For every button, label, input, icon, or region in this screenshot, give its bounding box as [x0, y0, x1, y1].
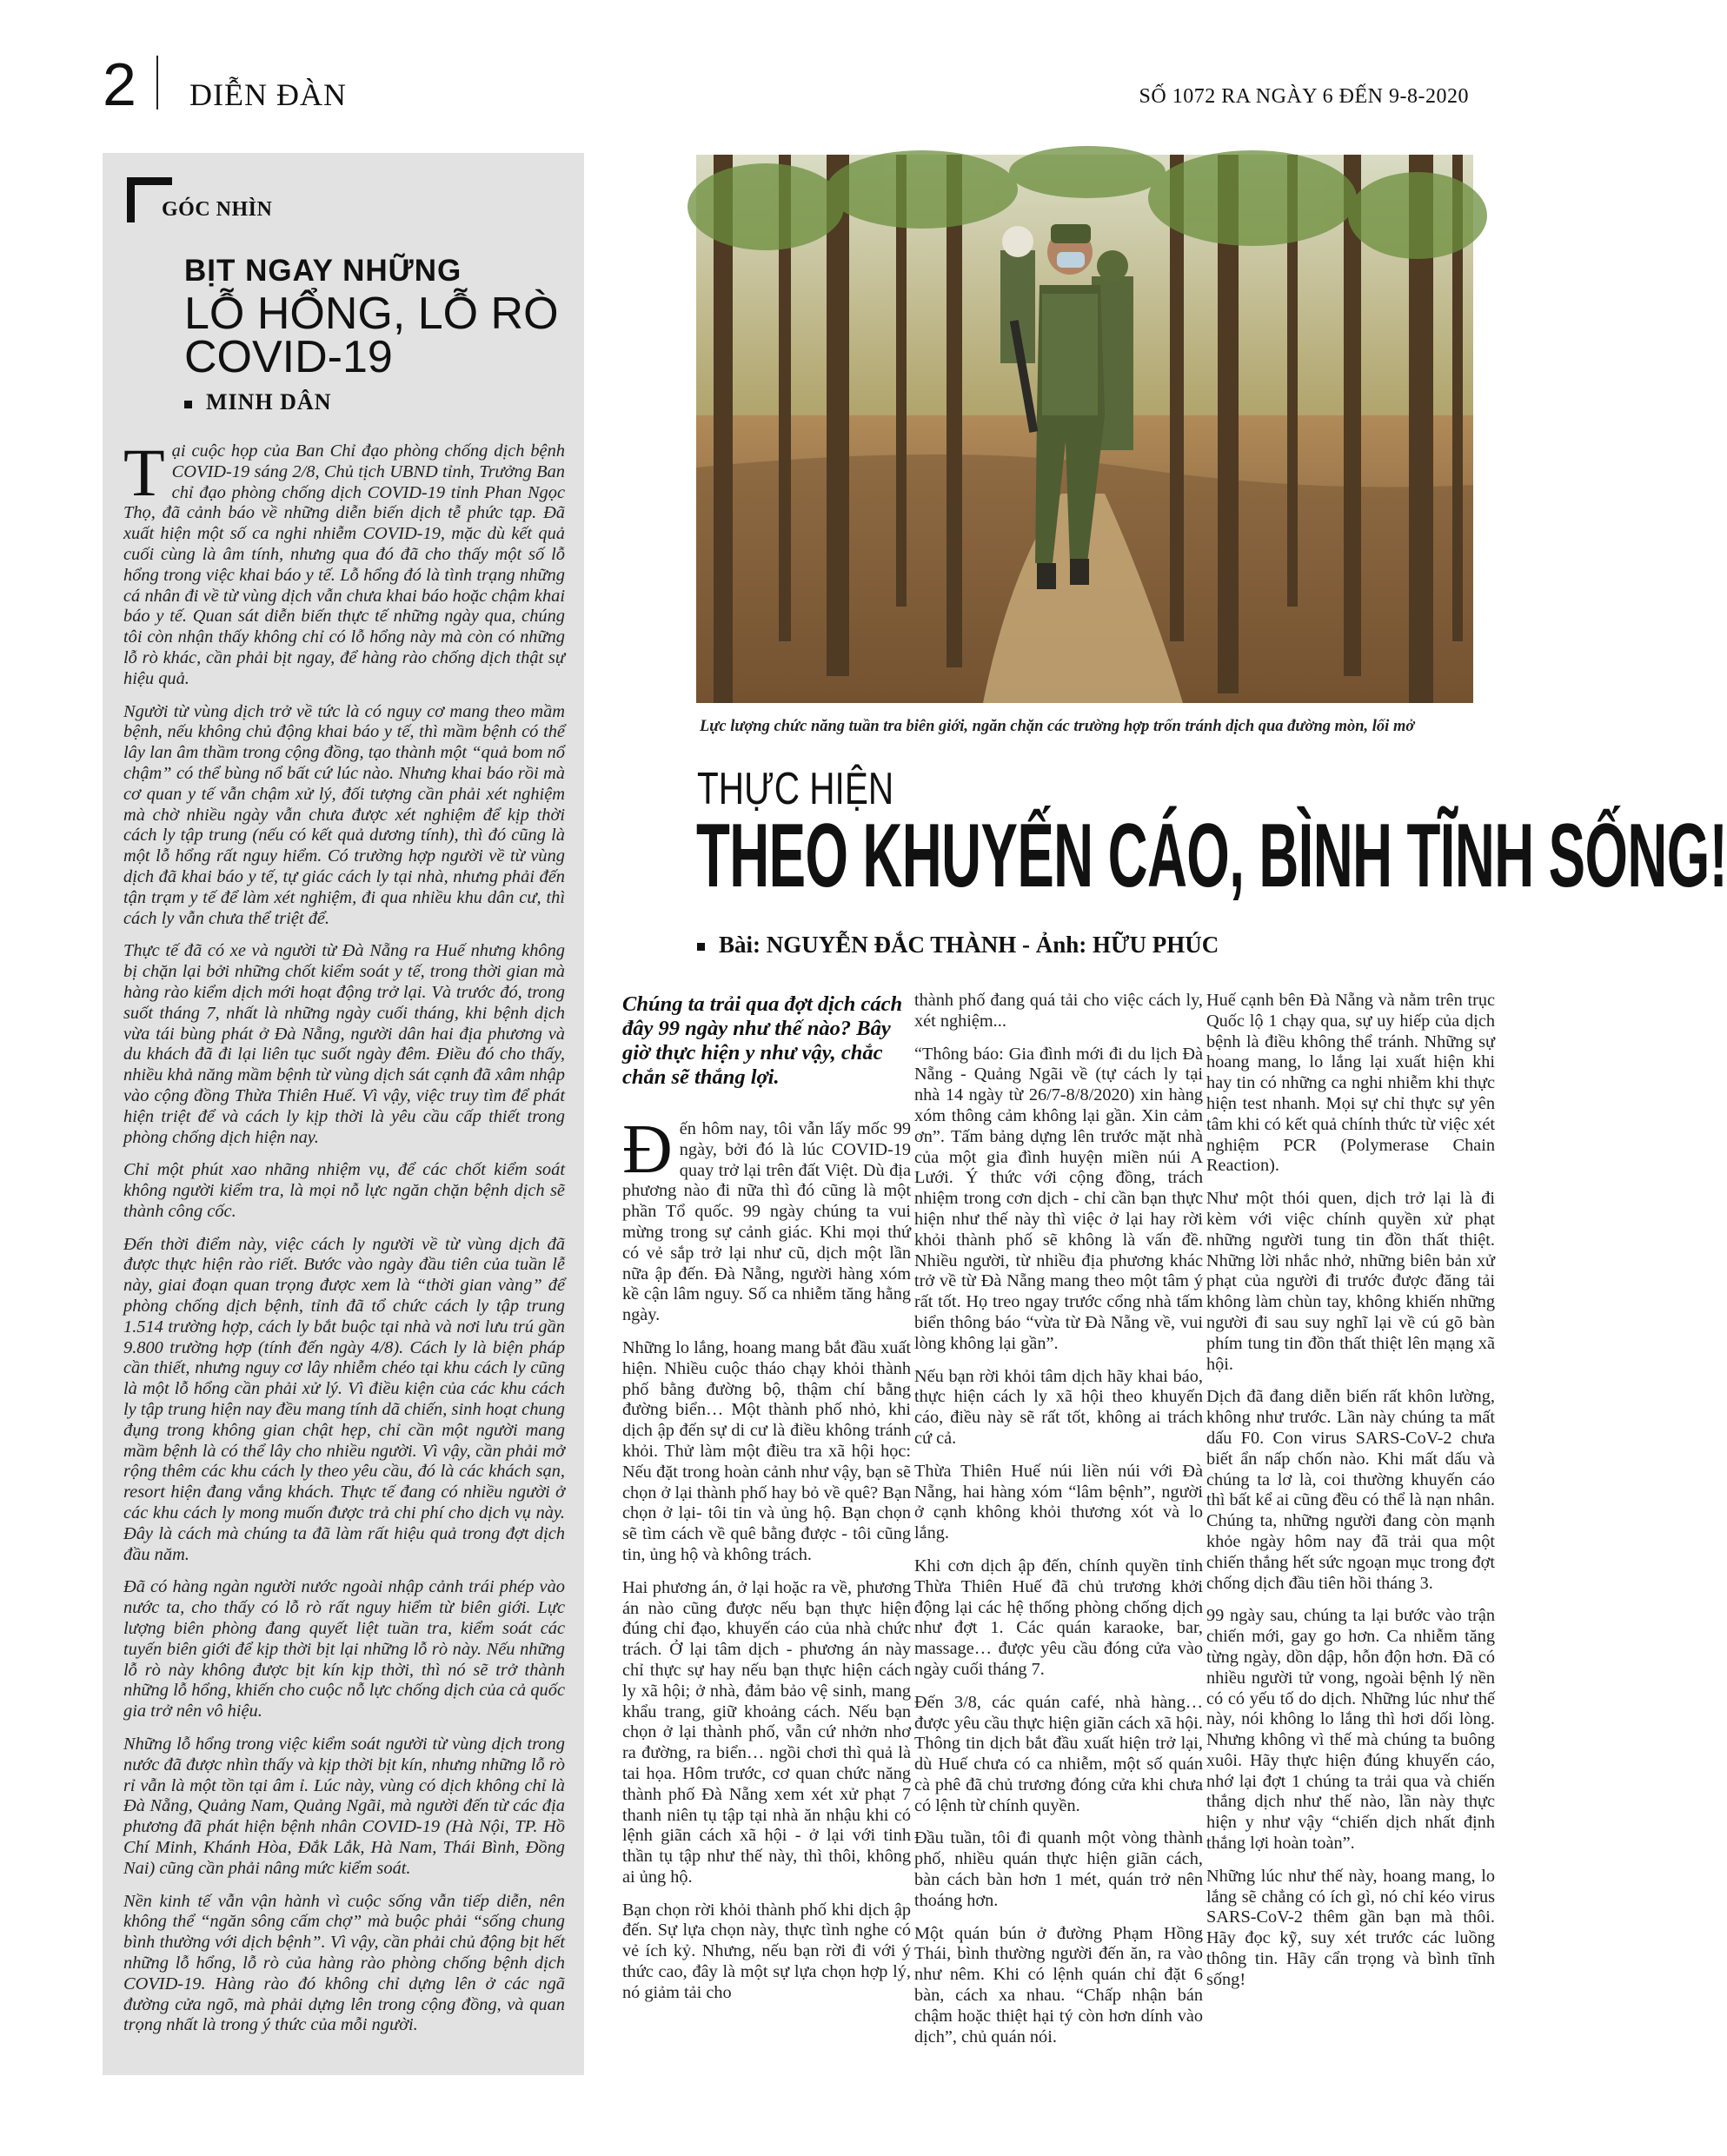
article-title: THEO KHUYẾN CÁO, BÌNH TĨNH SỐNG! — [696, 806, 1727, 906]
article-column-3 — [1206, 991, 1495, 2003]
photo-caption: Lực lượng chức năng tuần tra biên giới, ngăn chặn các trường hợp trốn tránh dịch qua đường mòn, lối mở — [700, 718, 1415, 735]
article-paragraph: Những lo lắng, hoang mang bắt đầu xuất hiện. Nhiều cuộc tháo chạy khỏi thành phố bằng đường bộ, thậm chí bằng đường biển… Một thành phố nhỏ, khi dịch ập đến sự di cư là điều không tránh khỏi. Thử làm một điều tra xã hội học: Nếu đặt trong hoàn cảnh như vậy, bạn sẽ chọn ở lại thành phố hay bỏ về quê? Bạn chọn ở lại- tôi tin và ủng hộ. Bạn chọn sẽ tìm cách về quê bằng được - tôi cũng tin, ủng hộ và không trách. — [622, 1337, 911, 1564]
section-name: DIỄN ĐÀN — [189, 77, 347, 112]
article-dropcap: Đ — [622, 1111, 673, 1188]
sidebar-author — [184, 389, 332, 415]
sidebar-paragraph: Tại cuộc họp của Ban Chỉ đạo phòng chống dịch bệnh COVID-19 sáng 2/8, Chủ tịch UBND tỉnh, Trưởng Ban chỉ đạo phòng chống dịch COVID-19 tỉnh Phan Ngọc Thọ, đã cảnh báo về những diễn biến dịch tễ phức tạp. Đã xuất hiện một số ca nghi nhiễm COVID-19, mặc dù kết quả cuối cùng là âm tính, nhưng qua đó đã cho thấy một số lỗ hổng trong việc khai báo y tế. Lỗ hổng đó là tình trạng những cá nhân đi về từ vùng dịch vẫn chưa khai báo hoặc chậm khai báo y tế. Quan sát diễn biến thực tế những ngày qua, chúng tôi còn nhận thấy không chỉ có lỗ hổng này mà còn có những lỗ rò khác, cần phải bịt ngay, để hàng rào chống dịch thật sự hiệu quả. — [123, 435, 565, 688]
bullet-icon — [697, 943, 705, 951]
article-byline — [697, 932, 1219, 959]
sidebar-paragraph: Nền kinh tế vẫn vận hành vì cuộc sống vẫn tiếp diễn, nên không thể “ngăn sông cấm chợ” mà buộc phải “sống chung bình thường với dịch bệnh”. Vì vậy, cần phải chủ động bịt hết những lỗ hổng, lỗ rò của hàng rào phòng chống bệnh dịch COVID-19. Hàng rào đó không chỉ dựng lên ở các ngã đường cửa ngõ, mà phải dựng lên trong cộng đồng, và quan trọng nhất là trong ý thức của mỗi người. — [123, 1891, 565, 2035]
border-patrol-photo — [696, 155, 1473, 703]
article-paragraph: Bạn chọn rời khỏi thành phố khi dịch ập đến. Sự lựa chọn này, thực tình nghe có vẻ ích kỷ. Nhưng, nếu bạn rời đi với ý thức cao, đây là một sự lựa chọn hợp lý, nó giảm tải cho — [622, 1900, 911, 2002]
sidebar-headline-main: LỖ HỔNG, LỖ RÒ COVID-19 — [184, 289, 559, 382]
article-paragraph: Thừa Thiên Huế núi liền núi với Đà Nẵng, hai hàng xóm “lâm bệnh”, người ở cạnh không khỏi thương xót và lo lắng. — [914, 1461, 1203, 1543]
article-paragraph: Hai phương án, ở lại hoặc ra về, phương án nào cũng được nếu bạn thực hiện đúng chỉ đạo, khuyến cáo của nhà chức trách. Ở lại tâm dịch - phương án này chỉ thực sự hay nếu bạn thực hiện cách ly xã hội; ở nhà, đảm bảo vệ sinh, mang khẩu trang, giữ khoảng cách. Nếu bạn chọn ở lại thành phố, vẫn cứ nhởn nhơ ra đường, ra biển… ngồi chơi thì quả là tai họa. Hôm trước, cơ quan chức năng thành phố Đà Nẵng xem xét xử phạt 7 thanh niên tụ tập tại nhà ăn nhậu khi có lệnh giãn cách xã hội - ở lại với tinh thần tụ tập như thế này, thì thôi, không ai ủng hộ. — [622, 1577, 911, 1887]
bullet-icon — [184, 401, 192, 408]
article-paragraph: Đầu tuần, tôi đi quanh một vòng thành phố, nhiều quán thực hiện giãn cách, bàn cách bàn hơn 1 mét, quán trở nên thoáng hơn. — [914, 1828, 1203, 1910]
sidebar-label: GÓC NHÌN — [162, 198, 273, 221]
article-byline-text: Bài: NGUYỄN ĐẮC THÀNH - Ảnh: HỮU PHÚC — [719, 932, 1219, 958]
sidebar-paragraph: Thực tế đã có xe và người từ Đà Nẵng ra Huế nhưng không bị chặn lại bởi những chốt kiểm soát y tế, trong thời gian mà hàng rào kiểm dịch mới hoạt động trở lại. Và trước đó, trong suốt tháng 7, nhất là những ngày cuối tháng, khi bệnh dịch vừa tái bùng phát ở Đà Nẵng, người dân hai địa phương và du khách đã đi lại liên tục suốt ngày đêm. Điều đó cho thấy, nhiều khả năng mầm bệnh từ vùng dịch sát cạnh đã xâm nhập vào cộng đồng Thừa Thiên Huế. Vì vậy, việc truy tìm để phát hiện triệt để và cách ly kịp thời là yêu cầu cấp thiết trong phòng chống dịch hiện nay. — [123, 941, 565, 1147]
sidebar-author-name: MINH DÂN — [206, 389, 332, 415]
article-paragraph: 99 ngày sau, chúng ta lại bước vào trận chiến mới, gay go hơn. Ca nhiễm tăng từng ngày, dồn dập, hỗn độn hơn. Đã có nhiều người tử vong, ngoài bệnh lý nền có có yếu tố do dịch. Những lúc như thế này, nói không lo lắng thì hơi dối lòng. Nhưng không vì thế mà chúng ta buông xuôi. Hãy thực hiện đúng khuyến cáo, nhớ lại đợt 1 chúng ta trải qua và chiến thắng dịch như thế nào, lần này thực hiện y như vậy “chiến dịch nhất định thắng lợi hoàn toàn”. — [1206, 1606, 1495, 1854]
article-paragraph: thành phố đang quá tải cho việc cách ly, xét nghiệm... — [914, 991, 1203, 1031]
sidebar-paragraph: Đã có hàng ngàn người nước ngoài nhập cảnh trái phép vào nước ta, cho thấy có lỗ rò rất nguy hiểm từ biên giới. Lực lượng biên phòng đang quyết liệt tuần tra, kiểm soát các tuyến biên giới để kịp thời bịt lại những lỗ rò này. Nếu những lỗ rò này không được bịt kín kịp thời, thì nó sẽ trở thành những lỗ hổng, khiến cho cuộc nỗ lực chống dịch của cả quốc gia trở nên vô hiệu. — [123, 1577, 565, 1721]
article-paragraph: Dịch đã đang diễn biến rất khôn lường, không như trước. Lần này chúng ta mất dấu F0. Con virus SARS-CoV-2 chưa biết ẩn nấp chốn nào. Khi mất dấu và chúng ta lơ là, coi thường khuyến cáo thì bất kể ai cũng đều có thể là nạn nhân. Chúng ta, những người đang còn mạnh khỏe ngày hôm nay đã trải qua một chiến thắng hết sức ngoạn mục trong đợt chống dịch đầu tiên hồi tháng 3. — [1206, 1387, 1495, 1593]
article-column-1 — [622, 992, 911, 2016]
article-paragraph: Đến 3/8, các quán café, nhà hàng… được yêu cầu thực hiện giãn cách xã hội. Thông tin dịch bắt đầu xuất hiện trở lại, dù Huế chưa có ca nhiễm, một số quán cà phê đã chủ trương đóng cửa khi chưa có lệnh từ chính quyền. — [914, 1692, 1203, 1815]
article-paragraph: “Thông báo: Gia đình mới đi du lịch Đà Nẵng - Quảng Ngãi về (tự cách ly tại nhà 14 ngày từ 26/7-8/8/2020) xin hàng xóm thông cảm không lại gần. Xin cảm ơn”. Tấm bảng dựng lên trước mặt nhà của một gia đình huyện miền núi A Lưới. Ý thức với cộng đồng, trách nhiệm trong cơn dịch - chỉ cần bạn thực hiện như thế này thì việc ở lại hay rời khỏi thành phố sẽ không là vấn đề. Nhiều người, từ nhiều địa phương khác trở về từ Đà Nẵng mang theo một tâm ý rất tốt. Họ treo ngay trước cổng nhà tấm biển thông báo “vừa từ Đà Nẵng về, vui lòng không lại gần”. — [914, 1044, 1203, 1353]
article-paragraph: Huế cạnh bên Đà Nẵng và nằm trên trục Quốc lộ 1 chạy qua, sự uy hiếp của dịch bệnh là điều không thể tránh. Những sự hoang mang, lo lắng lại xuất hiện khi hay tin có những ca nghi nhiễm khi thực hiện test nhanh. Mọi sự chỉ thực sự yên tâm khi có kết quả chính thức từ việc xét nghiệm PCR (Polymerase Chain Reaction). — [1206, 991, 1495, 1176]
page-number: 2 — [103, 50, 136, 118]
article-paragraph: Nếu bạn rời khỏi tâm dịch hãy khai báo, thực hiện cách ly xã hội theo khuyến cáo, điều này sẽ rất tốt, không ai trách cứ cả. — [914, 1366, 1203, 1448]
article-paragraph: Một quán bún ở đường Phạm Hồng Thái, bình thường người đến ăn, ra vào như nêm. Khi có lệnh quán chỉ đặt 6 bàn, cách xa nhau. “Chấp nhận bán chậm hoặc thiệt hại tý còn hơn dính vào dịch”, chủ quán nói. — [914, 1923, 1203, 2047]
article-kicker: THỰC HIỆN — [697, 764, 894, 814]
header-divider — [156, 56, 158, 109]
article-column-2 — [914, 991, 1203, 2060]
article-paragraph: Khi cơn dịch ập đến, chính quyền tỉnh Thừa Thiên Huế đã chủ trương khởi động lại các hệ thống phòng chống dịch như đợt 1. Các quán karaoke, bar, massage… được yêu cầu đóng cửa vào ngày cuối tháng 7. — [914, 1556, 1203, 1679]
article-lead: Chúng ta trải qua đợt dịch cách đây 99 ngày như thế nào? Bây giờ thực hiện y như vậy, chắc chắn sẽ thắng lợi. — [622, 992, 903, 1089]
issue-info: SỐ 1072 RA NGÀY 6 ĐẾN 9-8-2020 — [1139, 85, 1469, 108]
sidebar-body — [123, 435, 565, 2048]
sidebar-headline-top: BỊT NGAY NHỮNG — [184, 254, 462, 288]
article-paragraph: Đến hôm nay, tôi vẫn lấy mốc 99 ngày, bởi đó là lúc COVID-19 quay trở lại trên đất Việt. Dù địa phương nào đi nữa thì đó cũng là một phần Tổ quốc. 99 ngày chúng ta vui mừng trong sự cảnh giác. Khi mọi thứ có vẻ sắp trở lại như cũ, dịch một lần nữa ập đến. Đà Nẵng, người hàng xóm kề cận lâm nguy. Số ca nhiễm tăng hằng ngày. — [622, 1111, 911, 1325]
sidebar-dropcap: T — [123, 435, 165, 510]
article-paragraph: Những lúc như thế này, hoang mang, lo lắng sẽ chẳng có ích gì, nó chỉ kéo virus SARS-CoV-2 thêm gần bạn mà thôi. Hãy đọc kỹ, suy xét trước các luồng thông tin. Hãy cẩn trọng và bình tĩnh sống! — [1206, 1866, 1495, 1989]
sidebar-paragraph: Chỉ một phút xao nhãng nhiệm vụ, để các chốt kiểm soát không người kiểm tra, là mọi nỗ lực ngăn chặn bệnh dịch sẽ thành công cốc. — [123, 1160, 565, 1221]
sidebar-paragraph: Người từ vùng dịch trở về tức là có nguy cơ mang theo mầm bệnh, nếu không chủ động khai báo y tế, thì mầm bệnh có thể lây lan âm thầm trong cộng đồng, tạo thành một “quả bom nổ chậm” có thể bùng nổ bất cứ lúc nào. Nhưng khai báo rồi mà cơ quan y tế vẫn chậm xử lý, đối tượng cần phải xét nghiệm mà chờ nhiều ngày vẫn chưa được xét nghiệm để kịp thời cách ly tập trung (nếu có kết quả dương tính), thì đó cũng là một lỗ hổng rất nguy hiểm. Có trường hợp người về từ vùng dịch đã khai báo y tế, tự giác cách ly tại nhà, nhưng phải đến tận trạm y tế để làm xét nghiệm, đi qua nhiều khu dân cư, thì cách ly vẫn chưa thể triệt để. — [123, 701, 565, 928]
sidebar-paragraph: Những lỗ hổng trong việc kiểm soát người từ vùng dịch trong nước đã được nhìn thấy và kịp thời bịt kín, nhưng những lỗ rò rỉ vẫn là một tồn tại âm ỉ. Lúc này, vùng có dịch không chỉ là Đà Nẵng, Quảng Nam, Quảng Ngãi, mà người đến từ các địa phương đã phát hiện bệnh nhân COVID-19 (Hà Nội, TP. Hồ Chí Minh, Khánh Hòa, Đắk Lắk, Hà Nam, Thái Bình, Đồng Nai) cũng cần phải nâng mức kiểm soát. — [123, 1735, 565, 1878]
sidebar-paragraph: Đến thời điểm này, việc cách ly người về từ vùng dịch đã được thực hiện rào riết. Bước vào ngày đầu tiên của tuần lễ này, giai đoạn quan trọng được xem là “thời gian vàng” để phòng chống dịch bệnh, tỉnh đã tổ chức cách ly tập trung 1.514 trường hợp, cách ly bắt buộc tại nhà và nơi lưu trú gần 9.800 trường hợp (tính đến ngày 4/8). Cách ly là biện pháp cần thiết, nhưng nguy cơ lây nhiễm chéo tại khu cách ly cũng là một lỗ hổng cần phải xử lý. Vì điều kiện của các khu cách ly tập trung hiện nay đều mang tính dã chiến, sinh hoạt chung đụng trong không gian chật hẹp, chỉ cần một người mang mầm bệnh là có thể lây cho nhiều người. Vì vậy, cần phải mở rộng thêm các khu cách ly theo yêu cầu, đó là các khách sạn, resort hiện đang vắng khách. Thực tế đang có nhiều người ở các khu cách ly mong muốn được trả chi phí cho dịch vụ này. Đây là cách mà chúng ta đã làm rất hiệu quả trong đợt dịch đầu năm. — [123, 1234, 565, 1564]
article-paragraph: Như một thói quen, dịch trở lại là đi kèm với việc chính quyền xử phạt những người tung tin đồn thất thiệt. Những lời nhắc nhở, những biên bản xử phạt của người đi trước được đăng tải không làm chùn tay, không khiến những người đi sau suy nghĩ lại về cú gõ bàn phím tung tin đồn thất thiệt lên mạng xã hội. — [1206, 1189, 1495, 1374]
